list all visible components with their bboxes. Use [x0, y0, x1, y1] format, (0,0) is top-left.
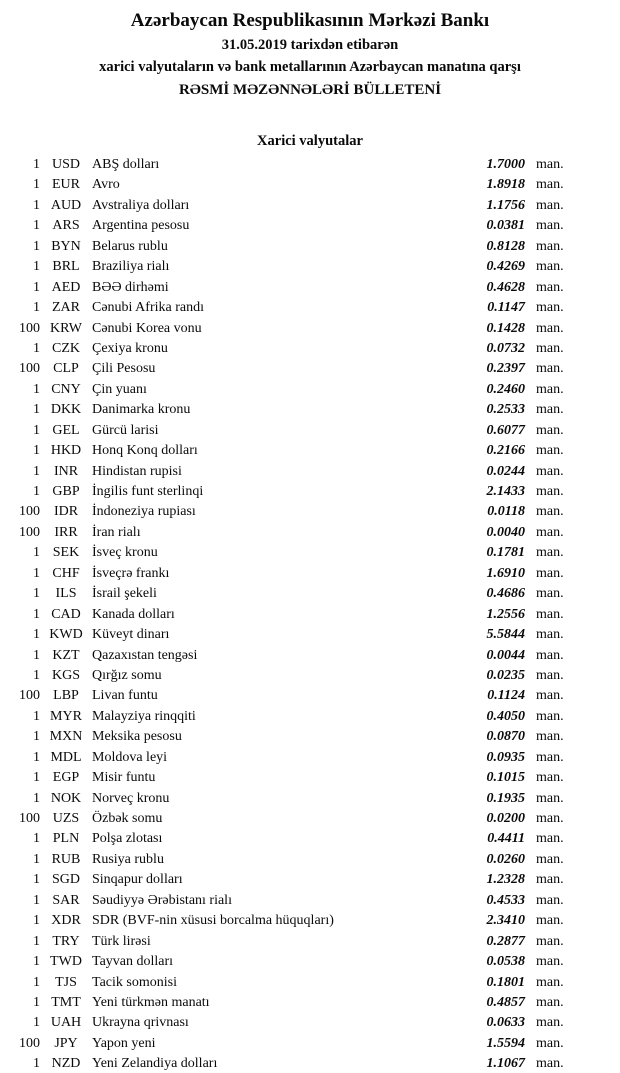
- currency-name: Çili Pesosu: [92, 361, 156, 377]
- rate-unit: man.: [536, 954, 564, 970]
- currency-code: SAR: [52, 892, 80, 908]
- currency-name: Honq Konq dolları: [92, 443, 198, 459]
- currency-name: Meksika pesosu: [92, 729, 182, 745]
- currency-code: CAD: [51, 606, 81, 622]
- rate-row: [0, 973, 620, 993]
- rate-row: [0, 870, 620, 890]
- rate-row: [0, 216, 620, 236]
- rate-row: [0, 809, 620, 829]
- currency-quantity: 1: [33, 729, 40, 745]
- currency-code: JPY: [54, 1035, 78, 1051]
- currency-code: RUB: [51, 851, 81, 867]
- rate-value: 0.0538: [486, 954, 525, 970]
- currency-name: Səudiyyə Ərəbistanı rialı: [92, 892, 232, 908]
- currency-quantity: 1: [33, 627, 40, 643]
- rate-unit: man.: [536, 627, 564, 643]
- currency-quantity: 1: [33, 197, 40, 213]
- rate-unit: man.: [536, 1015, 564, 1031]
- rate-unit: man.: [536, 238, 564, 254]
- currency-code: AUD: [50, 197, 82, 213]
- currency-quantity: 100: [19, 688, 40, 704]
- currency-code: IDR: [53, 504, 79, 520]
- rate-value: 0.1015: [486, 770, 525, 786]
- currency-quantity: 1: [33, 177, 40, 193]
- currency-code: XDR: [51, 913, 81, 929]
- currency-name: Norveç kronu: [92, 790, 170, 806]
- currency-quantity: 1: [33, 708, 40, 724]
- currency-name: Belarus rublu: [92, 238, 168, 254]
- rate-row: [0, 891, 620, 911]
- currency-quantity: 100: [19, 504, 40, 520]
- rate-value: 0.0732: [486, 340, 525, 356]
- rate-unit: man.: [536, 565, 564, 581]
- currency-name: SDR (BVF-nin xüsusi borcalma hüquqları): [92, 913, 334, 929]
- rate-value: 1.5594: [486, 1035, 525, 1051]
- currency-name: Moldova leyi: [92, 749, 168, 765]
- currency-quantity: 1: [33, 259, 40, 275]
- currency-code: TWD: [50, 954, 82, 970]
- rate-unit: man.: [536, 851, 564, 867]
- currency-code: SGD: [51, 872, 80, 888]
- rate-value: 0.1801: [486, 974, 525, 990]
- rate-row: [0, 523, 620, 543]
- currency-name: Braziliya rialı: [92, 259, 170, 275]
- rate-value: 0.4269: [486, 259, 525, 275]
- rate-row: [0, 666, 620, 686]
- currency-name: Misir funtu: [92, 770, 156, 786]
- bulletin-title: RƏSMİ MƏZƏNNƏLƏRİ BÜLLETENİ: [178, 82, 442, 98]
- currency-code: DKK: [50, 402, 82, 418]
- currency-name: ABŞ dolları: [92, 157, 160, 172]
- currency-code: KWD: [49, 627, 83, 643]
- rate-value: 2.1433: [486, 484, 525, 499]
- rate-value: 0.1428: [486, 320, 525, 336]
- currency-name: Qazaxıstan tengəsi: [92, 647, 198, 663]
- currency-name: Argentina pesosu: [92, 218, 190, 234]
- rate-unit: man.: [536, 831, 564, 847]
- rate-unit: man.: [536, 504, 564, 520]
- currency-quantity: 100: [19, 320, 40, 336]
- rate-unit: man.: [536, 259, 564, 275]
- rate-unit: man.: [536, 545, 564, 561]
- currency-name: Rusiya rublu: [92, 851, 164, 867]
- rate-unit: man.: [536, 729, 564, 745]
- currency-name: Yeni türkmən manatı: [92, 994, 210, 1010]
- exchange-rates-table: [0, 155, 620, 1073]
- rate-unit: man.: [536, 157, 564, 172]
- currency-code: KRW: [50, 320, 82, 336]
- rate-value: 0.2533: [486, 402, 525, 418]
- currency-code: NZD: [51, 1056, 81, 1072]
- currency-code: ILS: [55, 586, 77, 602]
- rate-unit: man.: [536, 688, 564, 704]
- rate-unit: man.: [536, 1056, 564, 1072]
- currency-name: Livan funtu: [92, 688, 158, 704]
- rate-value: 0.4686: [486, 586, 525, 602]
- currency-name: İsrail şekeli: [92, 586, 157, 602]
- currency-code: KZT: [52, 647, 80, 663]
- rate-row: [0, 564, 620, 584]
- rate-row: [0, 237, 620, 257]
- rate-value: 0.6077: [486, 422, 525, 438]
- currency-quantity: 1: [33, 279, 40, 295]
- currency-quantity: 1: [33, 381, 40, 397]
- rate-row: [0, 400, 620, 420]
- rate-row: [0, 421, 620, 441]
- rate-value: 0.0040: [486, 524, 525, 540]
- currency-name: Tacik somonisi: [92, 974, 177, 990]
- currency-name: Özbək somu: [92, 811, 163, 826]
- rate-value: 0.2877: [486, 933, 525, 949]
- rate-row: [0, 175, 620, 195]
- currency-quantity: 1: [33, 770, 40, 786]
- rate-row: [0, 850, 620, 870]
- currency-name: Türk lirəsi: [92, 933, 151, 949]
- rate-unit: man.: [536, 647, 564, 663]
- bulletin-subtitle: xarici valyutaların və bank metallarının Azərbaycan manatına qarşı: [99, 59, 521, 75]
- rate-unit: man.: [536, 218, 564, 234]
- rate-unit: man.: [536, 1035, 564, 1051]
- rate-row: [0, 502, 620, 522]
- rate-unit: man.: [536, 586, 564, 602]
- rate-row: [0, 625, 620, 645]
- currency-quantity: 1: [33, 586, 40, 602]
- rate-value: 0.2397: [486, 361, 525, 377]
- currency-quantity: 1: [33, 238, 40, 254]
- rate-value: 0.1781: [486, 545, 525, 561]
- currency-code: HKD: [50, 443, 82, 459]
- rate-row: [0, 605, 620, 625]
- currency-name: Çexiya kronu: [92, 340, 168, 356]
- currency-quantity: 1: [33, 157, 40, 172]
- currency-name: İngilis funt sterlinqi: [92, 484, 204, 499]
- rate-row: [0, 380, 620, 400]
- rate-unit: man.: [536, 770, 564, 786]
- rate-unit: man.: [536, 933, 564, 949]
- currency-code: PLN: [52, 831, 80, 847]
- rate-value: 0.2460: [486, 381, 525, 397]
- currency-quantity: 1: [33, 913, 40, 929]
- currency-quantity: 100: [19, 811, 40, 826]
- currency-name: Avro: [92, 177, 120, 193]
- rate-row: [0, 441, 620, 461]
- rate-row: [0, 543, 620, 563]
- rate-row: [0, 257, 620, 277]
- currency-quantity: 1: [33, 851, 40, 867]
- currency-quantity: 1: [33, 545, 40, 561]
- currency-quantity: 1: [33, 831, 40, 847]
- currency-name: İndoneziya rupiası: [92, 504, 196, 520]
- currency-name: Cənubi Afrika randı: [92, 300, 204, 316]
- currency-name: Cənubi Korea vonu: [92, 320, 202, 336]
- currency-code: CLP: [53, 361, 79, 377]
- section-title-foreign-currencies: Xarici valyutalar: [257, 133, 363, 149]
- rate-row: [0, 932, 620, 952]
- rate-value: 0.4411: [487, 831, 525, 847]
- currency-quantity: 1: [33, 1056, 40, 1072]
- rate-row: [0, 748, 620, 768]
- rate-value: 0.0260: [486, 851, 525, 867]
- currency-code: GEL: [52, 422, 80, 438]
- rate-unit: man.: [536, 402, 564, 418]
- currency-code: ZAR: [52, 300, 80, 316]
- rate-unit: man.: [536, 443, 564, 459]
- rate-value: 1.2328: [486, 872, 525, 888]
- rate-value: 0.0381: [486, 218, 525, 234]
- currency-name: Avstraliya dolları: [92, 197, 190, 213]
- rate-value: 5.5844: [486, 627, 525, 643]
- rate-row: [0, 339, 620, 359]
- rate-unit: man.: [536, 177, 564, 193]
- rate-unit: man.: [536, 300, 564, 316]
- currency-code: EGP: [52, 770, 80, 786]
- rate-unit: man.: [536, 667, 564, 683]
- currency-name: İsveç kronu: [92, 545, 158, 561]
- currency-quantity: 1: [33, 892, 40, 908]
- rate-row: [0, 482, 620, 502]
- rate-row: [0, 727, 620, 747]
- bank-name: Azərbaycan Respublikasının Mərkəzi Bankı: [130, 10, 490, 31]
- rate-unit: man.: [536, 279, 564, 295]
- currency-quantity: 1: [33, 218, 40, 234]
- rate-row: [0, 278, 620, 298]
- currency-code: NOK: [50, 790, 82, 806]
- currency-name: İsveçrə frankı: [92, 565, 170, 581]
- currency-code: ARS: [52, 218, 80, 234]
- currency-name: Hindistan rupisi: [92, 463, 182, 479]
- currency-code: BRL: [52, 259, 80, 275]
- currency-name: Gürcü larisi: [92, 422, 159, 438]
- rate-row: [0, 993, 620, 1013]
- rate-value: 0.0935: [486, 749, 525, 765]
- currency-code: BYN: [51, 238, 81, 254]
- currency-name: Yapon yeni: [92, 1035, 156, 1051]
- rate-unit: man.: [536, 524, 564, 540]
- currency-name: Yeni Zelandiya dolları: [92, 1056, 218, 1072]
- currency-name: Polşa zlotası: [92, 831, 163, 847]
- currency-quantity: 1: [33, 565, 40, 581]
- currency-name: Çin yuanı: [92, 381, 147, 397]
- currency-code: IRR: [54, 524, 78, 540]
- rate-value: 0.1124: [487, 688, 525, 704]
- currency-quantity: 1: [33, 484, 40, 499]
- currency-code: LBP: [53, 688, 79, 704]
- rate-value: 1.8918: [486, 177, 525, 193]
- currency-code: KGS: [51, 667, 80, 683]
- rate-value: 1.7000: [486, 157, 525, 172]
- rate-row: [0, 789, 620, 809]
- currency-quantity: 1: [33, 872, 40, 888]
- currency-name: Malayziya rinqqiti: [92, 708, 196, 724]
- rate-row: [0, 155, 620, 175]
- rate-value: 0.0044: [486, 647, 525, 663]
- rate-unit: man.: [536, 463, 564, 479]
- rate-unit: man.: [536, 708, 564, 724]
- rate-unit: man.: [536, 811, 564, 826]
- rate-unit: man.: [536, 749, 564, 765]
- currency-quantity: 1: [33, 994, 40, 1010]
- rate-unit: man.: [536, 320, 564, 336]
- rate-value: 1.1067: [486, 1056, 525, 1072]
- rate-value: 0.0870: [486, 729, 525, 745]
- rate-unit: man.: [536, 422, 564, 438]
- rate-row: [0, 196, 620, 216]
- currency-code: MXN: [49, 729, 83, 745]
- rate-row: [0, 1034, 620, 1054]
- currency-quantity: 1: [33, 463, 40, 479]
- rate-unit: man.: [536, 340, 564, 356]
- currency-name: Sinqapur dolları: [92, 872, 183, 888]
- currency-code: AED: [51, 279, 81, 295]
- rate-unit: man.: [536, 872, 564, 888]
- currency-name: Qırğız somu: [92, 667, 162, 683]
- currency-code: UAH: [50, 1015, 82, 1031]
- rate-value: 0.4857: [486, 994, 525, 1010]
- currency-code: MYR: [50, 708, 82, 724]
- currency-quantity: 1: [33, 443, 40, 459]
- currency-quantity: 1: [33, 667, 40, 683]
- currency-quantity: 100: [19, 1035, 40, 1051]
- currency-quantity: 1: [33, 300, 40, 316]
- rate-value: 0.8128: [486, 238, 525, 254]
- rate-row: [0, 584, 620, 604]
- rate-unit: man.: [536, 974, 564, 990]
- rate-unit: man.: [536, 994, 564, 1010]
- rate-value: 1.2556: [486, 606, 525, 622]
- document-header: [0, 0, 620, 102]
- currency-quantity: 1: [33, 954, 40, 970]
- currency-name: Danimarka kronu: [92, 402, 191, 418]
- rate-value: 0.1147: [487, 300, 525, 316]
- currency-quantity: 1: [33, 974, 40, 990]
- rate-row: [0, 952, 620, 972]
- rate-unit: man.: [536, 197, 564, 213]
- currency-code: MDL: [50, 749, 82, 765]
- currency-code: GBP: [52, 484, 80, 499]
- rate-row: [0, 686, 620, 706]
- rate-row: [0, 298, 620, 318]
- currency-code: TJS: [55, 974, 77, 990]
- effective-date: 31.05.2019 tarixdən etibarən: [221, 37, 399, 53]
- rate-value: 0.0235: [486, 667, 525, 683]
- rate-unit: man.: [536, 790, 564, 806]
- rate-value: 0.0244: [486, 463, 525, 479]
- currency-code: CHF: [52, 565, 80, 581]
- rate-value: 0.1935: [486, 790, 525, 806]
- rate-row: [0, 646, 620, 666]
- currency-code: UZS: [52, 811, 80, 826]
- rate-value: 0.4628: [486, 279, 525, 295]
- rate-row: [0, 707, 620, 727]
- rate-row: [0, 768, 620, 788]
- currency-code: INR: [53, 463, 79, 479]
- rate-value: 0.2166: [486, 443, 525, 459]
- currency-quantity: 1: [33, 749, 40, 765]
- rate-unit: man.: [536, 606, 564, 622]
- currency-quantity: 100: [19, 524, 40, 540]
- currency-name: BƏƏ dirhəmi: [92, 279, 169, 295]
- currency-name: İran rialı: [92, 524, 141, 540]
- currency-quantity: 1: [33, 340, 40, 356]
- rate-value: 0.0200: [486, 811, 525, 826]
- rate-value: 0.4050: [486, 708, 525, 724]
- rate-row: [0, 319, 620, 339]
- currency-quantity: 1: [33, 606, 40, 622]
- rate-unit: man.: [536, 381, 564, 397]
- currency-code: TMT: [51, 994, 81, 1010]
- currency-name: Ukrayna qrivnası: [92, 1015, 189, 1031]
- rate-row: [0, 911, 620, 931]
- rate-value: 1.6910: [486, 565, 525, 581]
- currency-code: USD: [51, 157, 80, 172]
- currency-quantity: 100: [19, 361, 40, 377]
- currency-quantity: 1: [33, 422, 40, 438]
- rate-unit: man.: [536, 913, 564, 929]
- rate-unit: man.: [536, 484, 564, 499]
- rate-unit: man.: [536, 892, 564, 908]
- rate-row: [0, 1013, 620, 1033]
- rate-value: 0.0118: [487, 504, 525, 520]
- rate-value: 0.0633: [486, 1015, 525, 1031]
- currency-name: Tayvan dolları: [92, 954, 174, 970]
- rate-row: [0, 462, 620, 482]
- currency-quantity: 1: [33, 790, 40, 806]
- currency-code: TRY: [52, 933, 80, 949]
- rate-row: [0, 829, 620, 849]
- currency-quantity: 1: [33, 933, 40, 949]
- currency-code: EUR: [52, 177, 80, 193]
- rate-value: 2.3410: [486, 913, 525, 929]
- rate-row: [0, 359, 620, 379]
- currency-quantity: 1: [33, 1015, 40, 1031]
- currency-quantity: 1: [33, 647, 40, 663]
- currency-code: SEK: [52, 545, 80, 561]
- currency-name: Küveyt dinarı: [92, 627, 170, 643]
- currency-name: Kanada dolları: [92, 606, 175, 622]
- currency-code: CZK: [52, 340, 80, 356]
- rate-unit: man.: [536, 361, 564, 377]
- currency-code: CNY: [51, 381, 81, 397]
- rate-row: [0, 1054, 620, 1073]
- rate-value: 1.1756: [486, 197, 525, 213]
- rate-value: 0.4533: [486, 892, 525, 908]
- currency-quantity: 1: [33, 402, 40, 418]
